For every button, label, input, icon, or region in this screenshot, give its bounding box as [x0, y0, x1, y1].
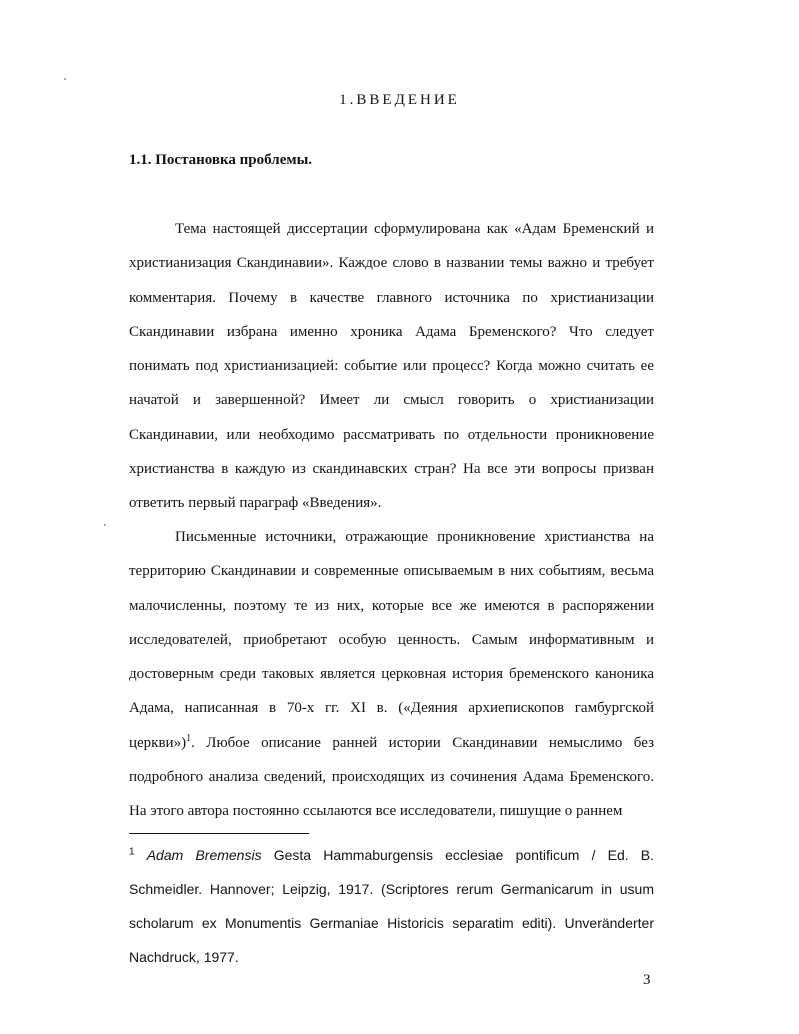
footnote-text: Gesta Hammaburgensis ecclesiae pontificum / Ed. B. Schmeidler. Hannover; Leipzig, 1917. (Scriptores rerum Germanicarum in usum scholarum ex Monumentis Germaniae Historicis separatim editi). Unveränderter Nachdruck, 1977.	[129, 847, 655, 965]
footnote-number: 1	[129, 846, 135, 858]
footnote	[129, 838, 654, 974]
paragraph-2-text-after-ref: . Любое описание ранней истории Скандинавии немыслимо без подробного анализа сведений, происходящих из сочинения Адама Бременского. На этого автора постоянно ссылаются все исследователи, пишущие о раннем	[129, 734, 654, 820]
paragraph-2-text	[129, 520, 654, 829]
paragraph-1	[129, 212, 654, 521]
paragraph-1-text: Тема настоящей диссертации сформулирована как «Адам Бременский и христианизация Скандинавии». Каждое слово в названии темы важно и требует комментария. Почему в качестве главного источника по христианизации Скандинавии избрана именно хроника Адама Бременского? Что следует понимать под христианизацией: событие или процесс? Когда можно считать ее начатой и завершенной? Имеет ли смысл говорить о христианизации Скандинавии, или необходимо рассматривать по отдельности проникновение христианства в каждую из скандинавских стран? На все эти вопросы призван ответить первый параграф «Введения».	[129, 221, 654, 512]
footnote-author: Adam Bremensis	[146, 847, 262, 863]
chapter-title: 1.ВВЕДЕНИЕ	[339, 92, 460, 109]
scan-speck	[104, 524, 106, 526]
footnote-reference[interactable]: 1	[186, 732, 192, 744]
page-number: 3	[643, 972, 651, 988]
section-heading: 1.1. Постановка проблемы.	[129, 152, 313, 168]
paragraph-2	[129, 520, 654, 829]
paragraph-2-text-before-ref: Письменные источники, отражающие проникновение христианства на территорию Скандинавии и современные описываемым в них событиям, весьма малочисленны, поэтому те из них, которые все же имеются в распоряжении исследователей, приобретают особую ценность. Самым информативным и достоверным среди таковых является церковная история бременского каноника Адама, написанная в 70-х гг. XI в. («Деяния архиепископов гамбургской церкви»)	[129, 529, 654, 751]
scan-speck	[64, 78, 66, 80]
footnote-divider	[129, 833, 309, 834]
